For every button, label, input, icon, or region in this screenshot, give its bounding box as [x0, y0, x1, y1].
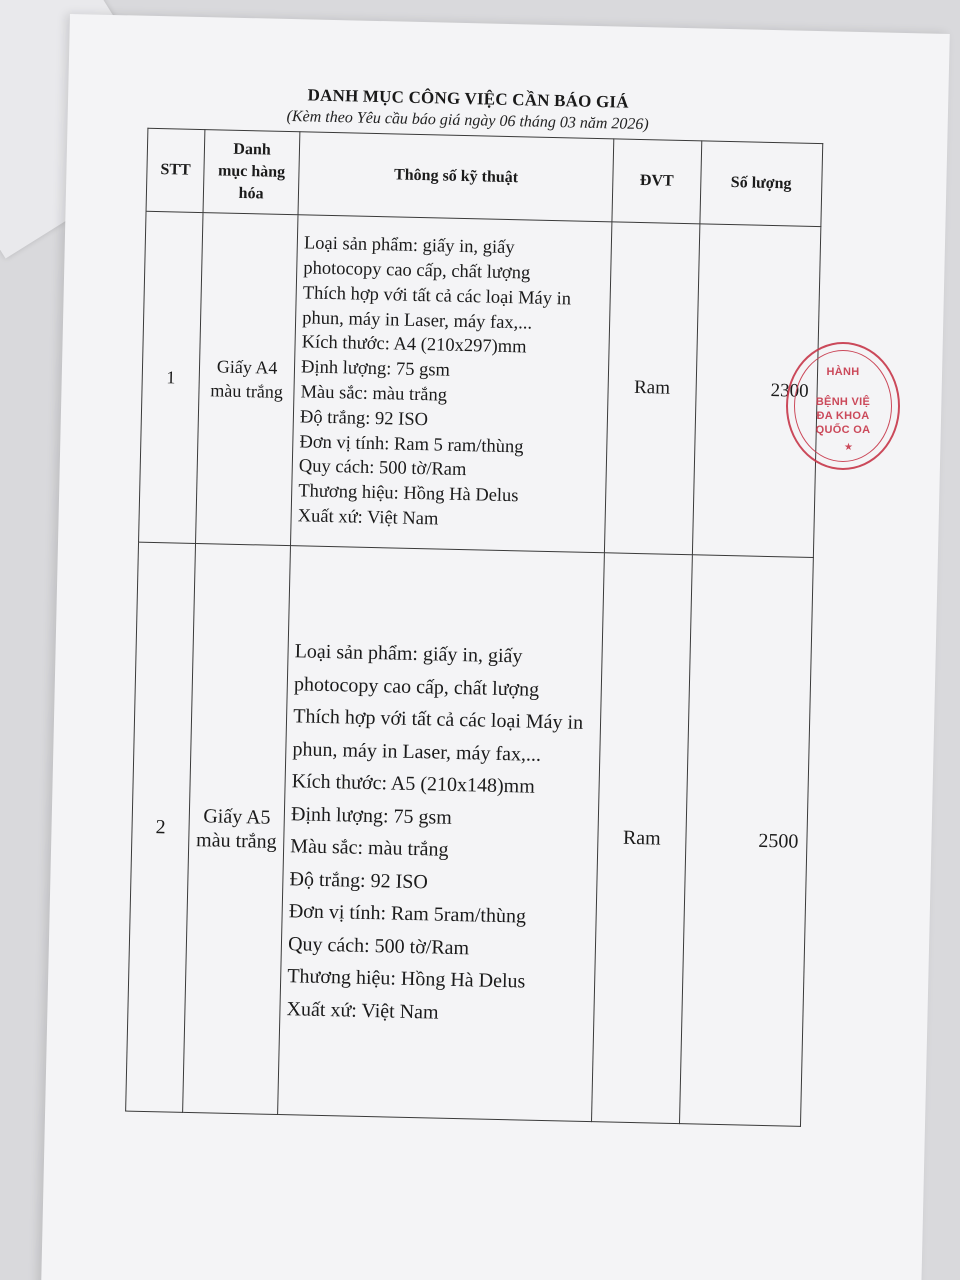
- item-name-line2: màu trắng: [210, 380, 284, 402]
- spec-line: Kích thước: A4 (210x297)mm: [301, 332, 527, 358]
- spec-line: Định lượng: 75 gsm: [290, 802, 453, 829]
- table-row: [126, 542, 814, 1126]
- document-subtitle: (Kèm theo Yêu cầu báo giá ngày 06 tháng 03 năm 2026): [286, 107, 649, 134]
- spec-line: Kích thước: A5 (210x148)mm: [291, 770, 536, 798]
- item-name-line1: Giấy A4: [216, 356, 278, 378]
- header-item-name-line2: mục hàng: [217, 162, 286, 181]
- spec-line: Quy cách: 500 tờ/Ram: [287, 932, 470, 959]
- row-quantity: 2300: [692, 224, 821, 558]
- row-item-name: [183, 543, 291, 1114]
- spec-line: phun, máy in Laser, máy fax,...: [302, 307, 533, 334]
- quotation-table: [125, 128, 823, 1127]
- red-seal-stamp: [786, 342, 900, 470]
- row-quantity: 2500: [679, 555, 813, 1127]
- spec-line: Thích hợp với tất cả các loại Máy in: [293, 705, 584, 734]
- spec-line: Thích hợp với tất cả các loại Máy in: [302, 283, 572, 310]
- stamp-text-line4: QUỐC OA: [815, 424, 871, 436]
- spec-line: photocopy cao cấp, chất lượng: [303, 258, 531, 284]
- document-page: [41, 14, 950, 1280]
- row-unit: Ram: [592, 553, 692, 1124]
- row-unit: Ram: [605, 222, 700, 555]
- table-row: [139, 211, 821, 557]
- row-stt: 1: [139, 211, 204, 543]
- header-unit: ĐVT: [612, 139, 701, 224]
- stamp-text-line3: ĐA KHOA: [816, 410, 870, 422]
- spec-line: Loại sản phẩm: giấy in, giấy: [303, 233, 515, 259]
- stamp-text-line2: BỆNH VIỆ: [815, 396, 871, 408]
- spec-line: Đơn vị tính: Ram 5ram/thùng: [288, 900, 527, 928]
- spec-line: photocopy cao cấp, chất lượng: [293, 672, 540, 701]
- spec-line: phun, máy in Laser, máy fax,...: [292, 737, 542, 766]
- spec-line: Độ trắng: 92 ISO: [289, 867, 429, 893]
- table-header-row: [146, 128, 823, 226]
- row-specifications: [291, 215, 613, 553]
- row-stt: 2: [126, 542, 196, 1112]
- row-item-name: [196, 213, 298, 546]
- spec-line: Quy cách: 500 tờ/Ram: [298, 456, 467, 481]
- spec-line: Độ trắng: 92 ISO: [299, 407, 429, 431]
- stamp-text-line1: HÀNH: [826, 366, 860, 378]
- header-item-name-line1: Danh: [233, 140, 271, 159]
- item-name-line1: Giấy A5: [203, 805, 271, 829]
- spec-line: Xuất xứ: Việt Nam: [286, 997, 439, 1024]
- header-stt: STT: [146, 128, 205, 212]
- document-title: DANH MỤC CÔNG VIỆC CẦN BÁO GIÁ: [307, 85, 629, 112]
- header-quantity: Số lượng: [699, 141, 822, 227]
- row-specifications: [278, 546, 605, 1122]
- stamp-star-icon: ★: [844, 442, 853, 453]
- item-name-line2: màu trắng: [195, 829, 277, 853]
- spec-line: Định lượng: 75 gsm: [300, 357, 451, 381]
- spec-line: Loại sản phẩm: giấy in, giấy: [294, 640, 523, 668]
- spec-line: Thương hiệu: Hồng Hà Delus: [287, 965, 526, 993]
- spec-line: Thương hiệu: Hồng Hà Delus: [298, 481, 519, 507]
- header-specifications: Thông số kỹ thuật: [298, 132, 614, 222]
- spec-line: Đơn vị tính: Ram 5 ram/thùng: [299, 431, 524, 457]
- spec-line: Màu sắc: màu trắng: [290, 835, 449, 861]
- header-item-name-line3: hóa: [238, 184, 264, 203]
- header-item-name: [203, 130, 300, 215]
- spec-line: Màu sắc: màu trắng: [300, 382, 448, 406]
- spec-line: Xuất xứ: Việt Nam: [297, 506, 439, 530]
